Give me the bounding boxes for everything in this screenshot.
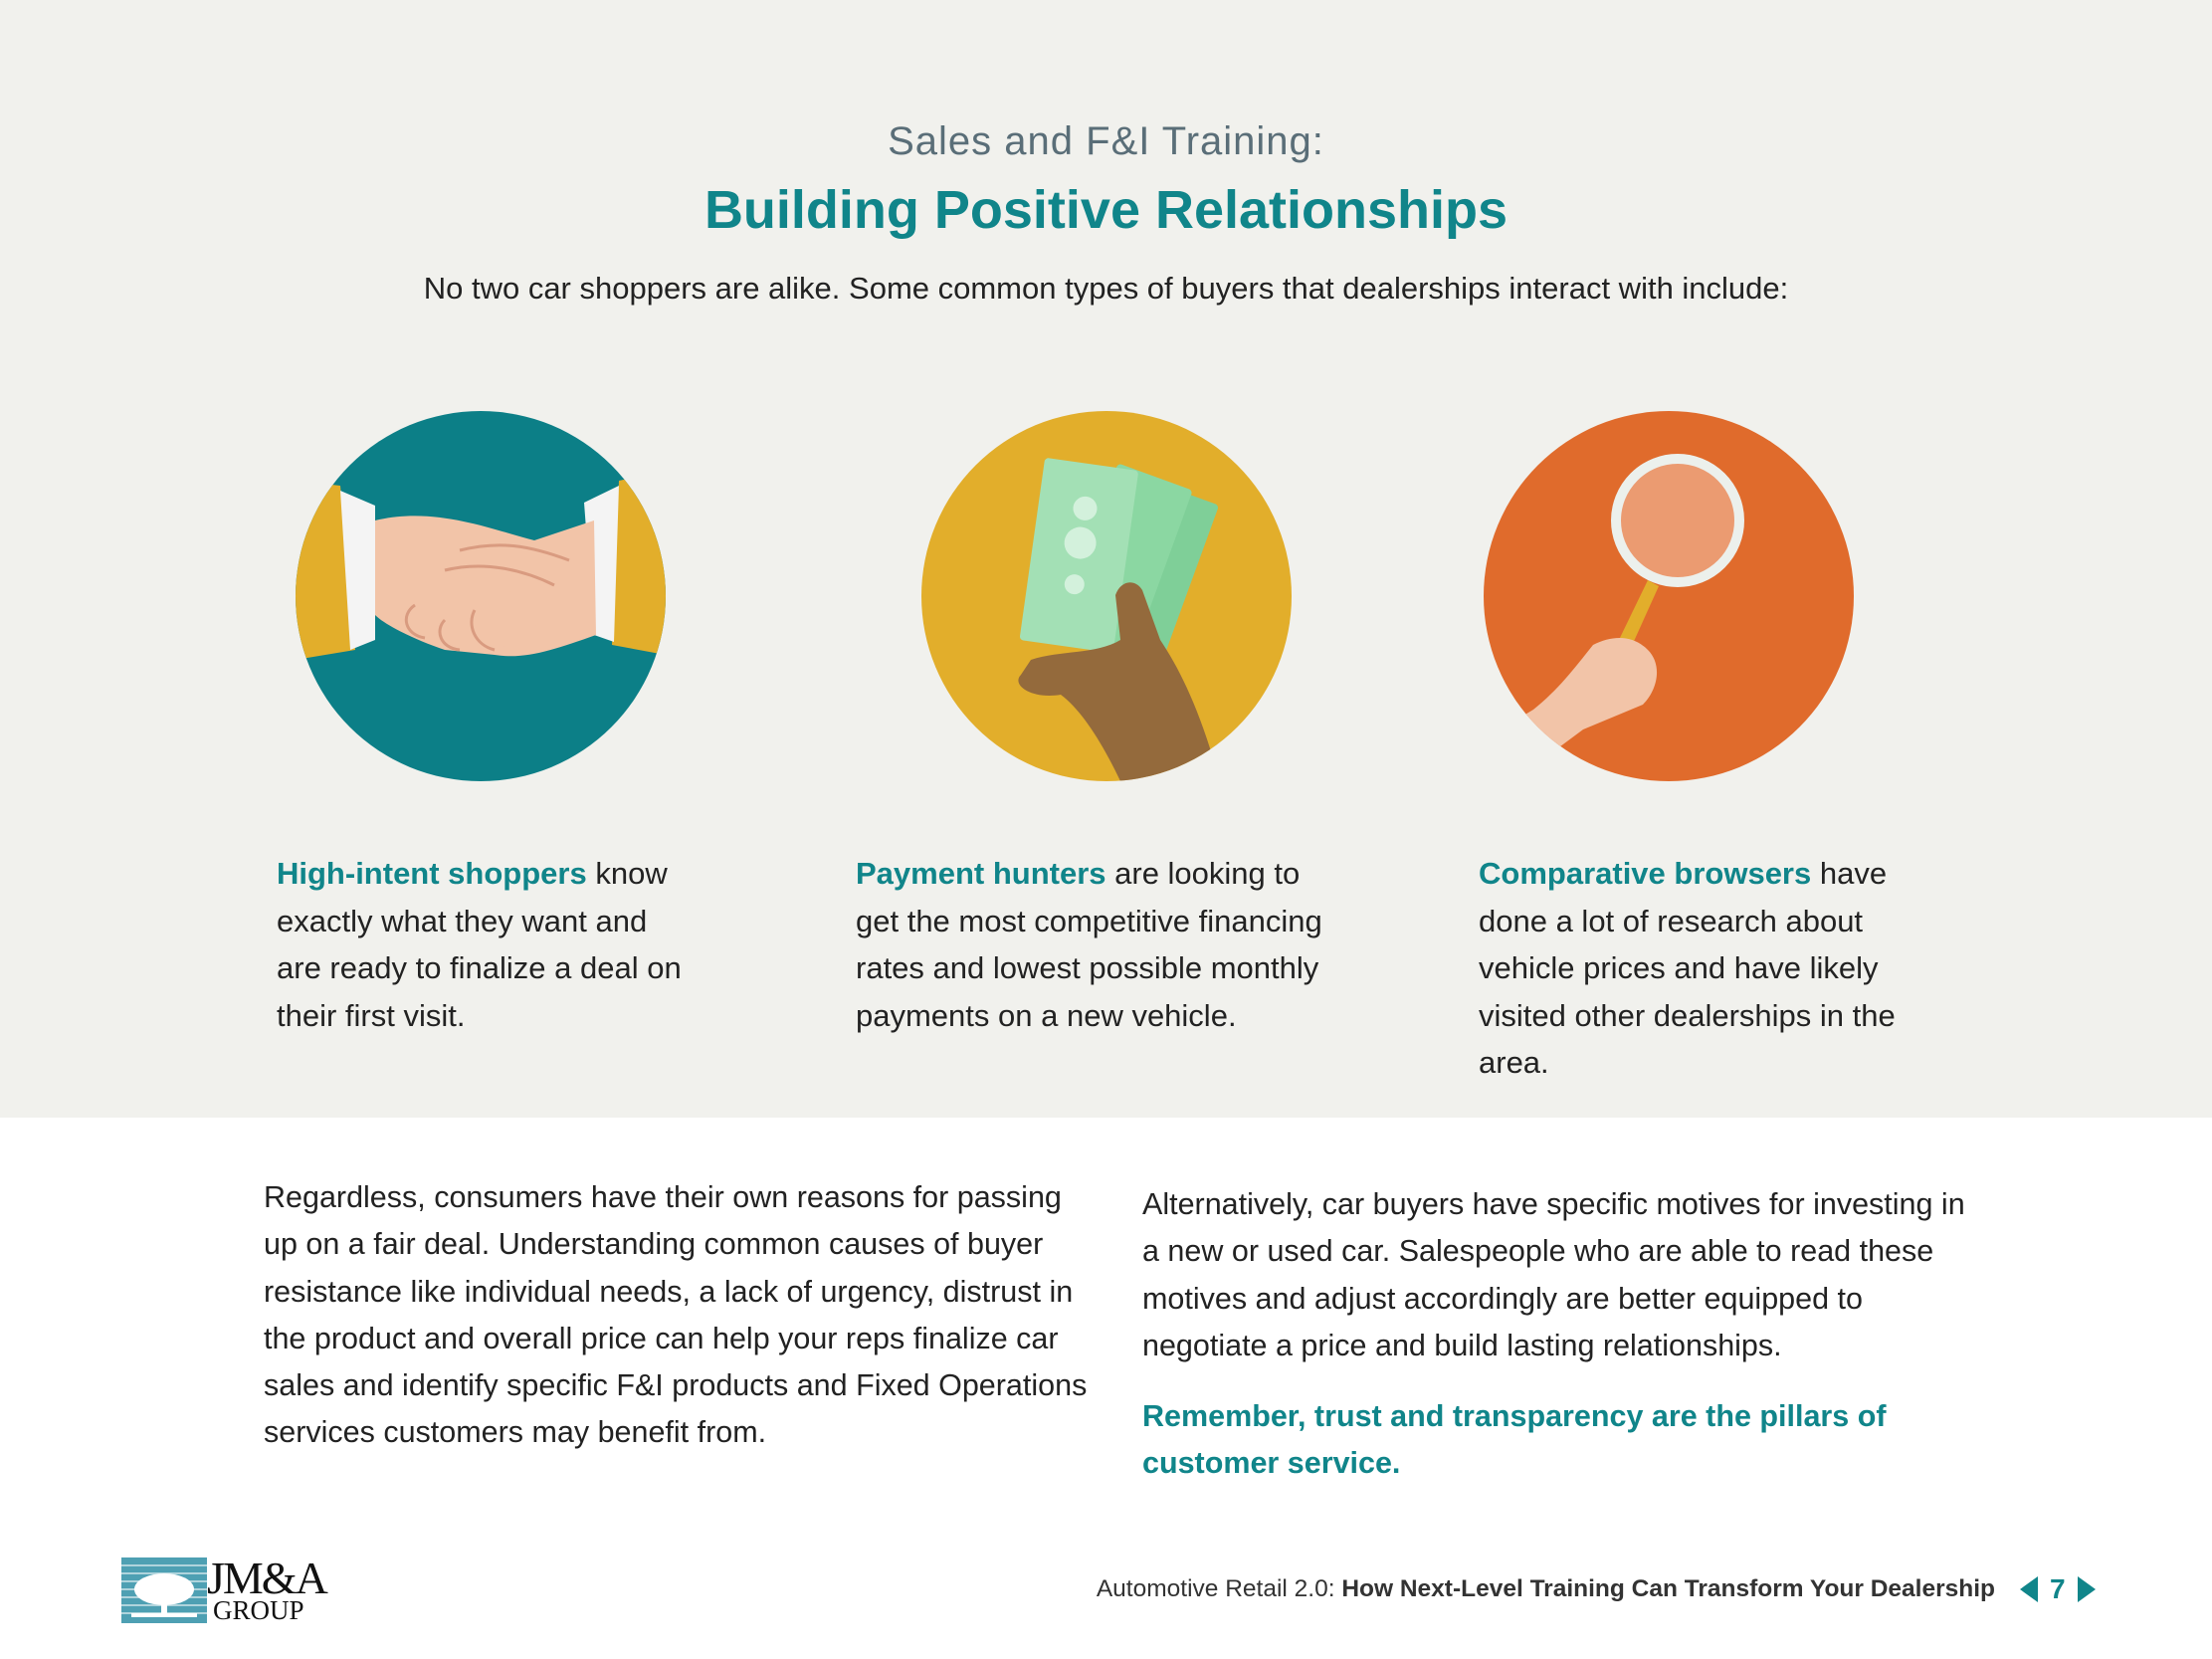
buyer-type-description: know exactly what they want and are ready to finalize a deal on their first visit. [277, 856, 682, 1033]
buyer-type-label: Comparative browsers [1479, 856, 1812, 891]
page-number: 7 [2050, 1573, 2066, 1604]
money-in-hand-icon [921, 411, 1292, 781]
buyer-type-description: have done a lot of research about vehicle prices and have likely visited other dealerships in the area. [1479, 856, 1896, 1080]
buyer-type-label: Payment hunters [856, 856, 1106, 891]
logo-wordmark: JM&A [207, 1553, 326, 1603]
right-paragraph: Alternatively, car buyers have specific motives for investing in a new or used car. Salespeople who are able to read these motives and adjust accordingly are better equipped to negotiate a price and build lasting relationships. [1142, 1187, 1965, 1362]
intro-text: No two car shoppers are alike. Some common types of buyers that dealerships interact with include: [423, 271, 1789, 306]
buyer-description-payment-hunters [856, 850, 1333, 1039]
callout-text: Remember, trust and transparency are the pillars of customer service. [1142, 1399, 1887, 1481]
document-title [896, 1575, 1995, 1603]
document-title-prefix: Automotive Retail 2.0: [1096, 1575, 1342, 1602]
buyer-description-comparative-browsers [1479, 850, 1956, 1087]
company-logo [121, 1553, 326, 1627]
left-paragraph: Regardless, consumers have their own reasons for passing up on a fair deal. Understanding common causes of buyer resistance like individual needs, a lack of urgency, distrust in the product and overall price can help your reps finalize car sales and identify specific F&I products and Fixed Operations services customers may benefit from. [264, 1180, 1088, 1450]
logo-subtext: GROUP [213, 1595, 304, 1625]
buyer-type-label: High-intent shoppers [277, 856, 587, 891]
handshake-icon [296, 411, 666, 781]
buyer-type-description: are looking to get the most competitive financing rates and lowest possible monthly payments on a new vehicle. [856, 856, 1322, 1033]
section-subtitle: Sales and F&I Training: [888, 119, 1324, 163]
previous-page-icon[interactable] [2020, 1576, 2038, 1602]
document-title-main: How Next-Level Training Can Transform Your Dealership [1341, 1575, 1995, 1602]
magnifying-glass-icon [1484, 411, 1854, 781]
tree-logo-icon [121, 1557, 207, 1623]
page-title: Building Positive Relationships [704, 180, 1508, 240]
page-navigation [2020, 1569, 2096, 1609]
next-page-icon[interactable] [2078, 1576, 2096, 1602]
buyer-description-high-intent [277, 850, 695, 1039]
